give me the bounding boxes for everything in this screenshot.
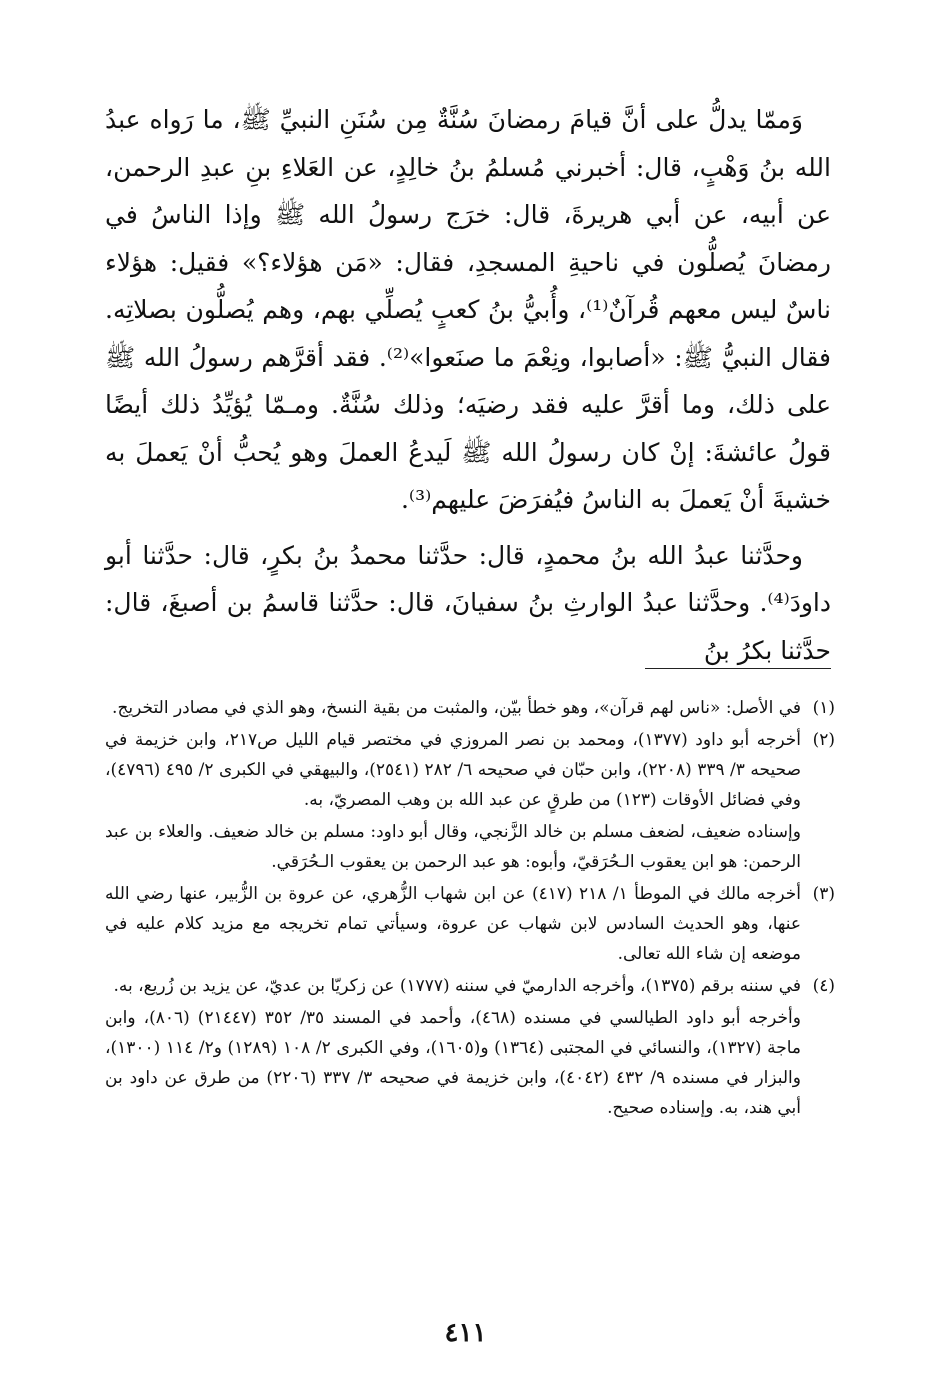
footnote-2: [105, 725, 835, 815]
footnote-text: أخرجه مالك في الموطأ ١/ ٢١٨ (٤١٧) عن ابن شهاب الزُّهري، عن عروة بن الزُّبير، عنها رضي الله عنها، وهو الحديث السادس لابن شهاب عن عروة، وسيأتي تمام تخريجه مع مزيد كلام عليه في موضعه إن شاء الله تعالى.: [105, 884, 801, 964]
footnote-text: في سننه برقم (١٣٧٥)، وأخرجه الدارميّ في سننه (١٧٧٧) عن زكريّا بن عديّ، عن يزيد بن زُريع، به.: [113, 976, 801, 996]
page-number: ٤١١: [444, 1318, 487, 1348]
footnote-number: (١): [812, 698, 835, 718]
footnote-4: [105, 971, 835, 1001]
footnote-number: (٤): [812, 976, 835, 996]
footnotes-block: [105, 693, 835, 1125]
main-text-block: [105, 96, 831, 674]
footnote-number: (٣): [812, 884, 835, 904]
footnote-3: [105, 879, 835, 969]
main-paragraph-2: وحدَّثنا عبدُ الله بنُ محمدٍ، قال: حدَّثنا محمدُ بنُ بكرٍ، قال: حدَّثنا أبو داودَ⁽⁴⁾. وحدَّثنا عبدُ الوارثِ بنُ سفيانَ، قال: حدَّثنا قاسمُ بن أصبغَ، قال: حدَّثنا بكرُ بنُ: [105, 540, 831, 665]
footnote-text: أخرجه أبو داود (١٣٧٧)، ومحمد بن نصر المروزي في مختصر قيام الليل ص٢١٧، وابن خزيمة في صحيحه ٣/ ٣٣٩ (٢٢٠٨)، وابن حبّان في صحيحه ٦/ ٢٨٢ (٢٥٤١)، والبيهقي في الكبرى ٢/ ٤٩٥ (٤٧٩٦)، وفي فضائل الأوقات (١٢٣) من طرقٍ عن عبد الله بن وهب المصريّ، به.: [105, 730, 802, 810]
footnote-number: (٢): [812, 730, 835, 750]
main-paragraph-1: وَممّا يدلُّ على أنَّ قيامَ رمضانَ سُنَّةٌ مِن سُنَنِ النبيِّ ﷺ، ما رَواه عبدُ الله بنُ وَهْبٍ، قال: أخبرني مُسلمُ بنُ خالِدٍ، عن العَلاءِ بنِ عبدِ الرحمن، عن أبيه، عن أبي هريرةَ، قال: خرَج رسولُ الله ﷺ وإذا الناسُ في رمضانَ يُصلُّون في ناحيةِ المسجدِ، فقال: «مَن هؤلاء؟» فقيل: هؤلاء ناسٌ ليس معهم قُرآنٌ⁽¹⁾، وأُبيُّ بنُ كعبٍ يُصلِّي بهم، وهم يُصلُّون بصلاتِه. فقال النبيُّ ﷺ: «أصابوا، ونِعْمَ ما صنَعوا»⁽²⁾. فقد أقرَّهم رسولُ الله ﷺ على ذلك، وما أقرَّ عليه فقد رضيَه؛ وذلك سُنَّةٌ. ومـمّا يُؤيِّدُ ذلك أيضًا قولُ عائشةَ: إنْ كان رسولُ الله ﷺ لَيدعُ العملَ وهو يُحبُّ أنْ يَعملَ به خشيةَ أنْ يَعملَ به الناسُ فيُفرَضَ عليهم⁽³⁾.: [105, 105, 832, 514]
footnote-4-continued: وأخرجه أبو داود الطيالسي في مسنده (٤٦٨)، وأحمد في المسند ٣٥/ ٣٥٢ (٢١٤٤٧) (٨٠٦)، وابن ماجة (١٣٢٧)، والنسائي في المجتبى (١٣٦٤) و(١٦٠٥)، وفي الكبرى ٢/ ١٠٨ (١٢٨٩) و٢/ ١١٤ (١٣٠٠)، والبزار في مسنده ٩/ ٤٣٢ (٤٠٤٢)، وابن خزيمة في صحيحه ٣/ ٣٣٧ (٢٢٠٦) من طرق عن داود بن أبي هند، به. وإسناده صحيح.: [105, 1008, 801, 1118]
footnote-text: في الأصل: «ناس لهم قرآن»، وهو خطأ بيّن، والمثبت من بقية النسخ، وهو الذي في مصادر التخريج.: [112, 698, 801, 718]
footnote-1: [105, 693, 835, 723]
footnote-2-continued: وإسناده ضعيف، لضعف مسلم بن خالد الزَّنجي، وقال أبو داود: مسلم بن خالد ضعيف. والعلاء بن عبد الرحمن: هو ابن يعقوب الـحُرَقيّ، وأبوه: هو عبد الرحمن بن يعقوب الـحُرَقي.: [105, 822, 801, 872]
footnote-divider: [645, 668, 831, 669]
